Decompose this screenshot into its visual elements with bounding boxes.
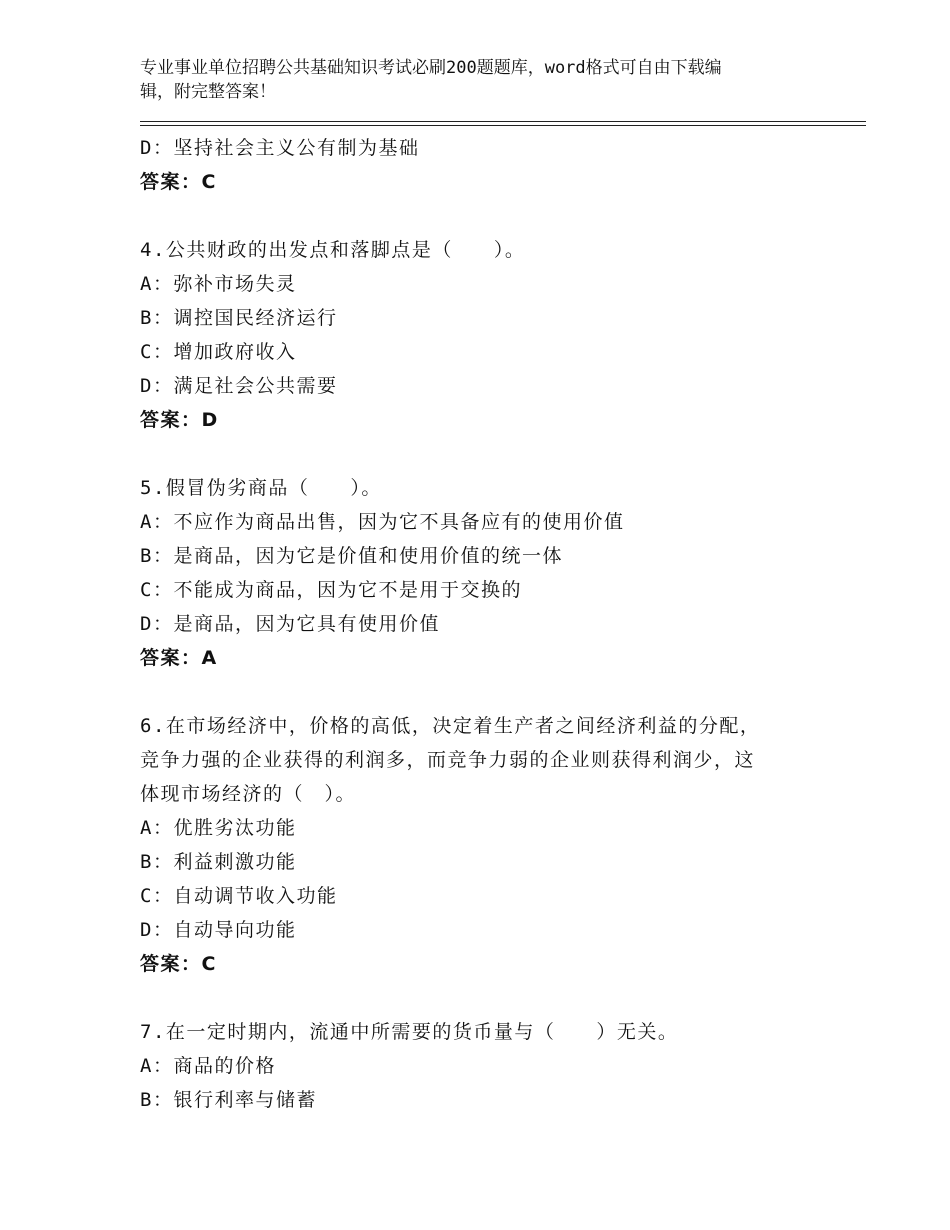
document-header (140, 56, 780, 104)
header-divider-bottom (140, 125, 866, 126)
header-divider-top (140, 121, 866, 122)
spacer (140, 675, 810, 709)
question-text: 5.假冒伪劣商品（ ）。 (140, 477, 382, 499)
question-block-7 (140, 1015, 810, 1117)
spacer (140, 199, 810, 233)
question-text: 4.公共财政的出发点和落脚点是（ ）。 (140, 239, 526, 261)
question-text-line1: 6.在市场经济中，价格的高低，决定着生产者之间经济利益的分配， (140, 715, 761, 737)
header-title-line2: 辑，附完整答案！ (140, 82, 276, 102)
question-block-3 (140, 131, 810, 199)
option-d: D：坚持社会主义公有制为基础 (140, 137, 420, 159)
answer-line: 答案：A (140, 647, 218, 669)
spacer (140, 437, 810, 471)
question-block-5 (140, 471, 810, 675)
option-b: B：银行利率与储蓄 (140, 1089, 317, 1111)
option-a: A：商品的价格 (140, 1055, 276, 1077)
question-block-4 (140, 233, 810, 437)
option-d: D：是商品，因为它具有使用价值 (140, 613, 440, 635)
option-a: A：弥补市场失灵 (140, 273, 297, 295)
question-list (140, 131, 810, 1117)
spacer (140, 981, 810, 1015)
question-text-line3: 体现市场经济的（ ）。 (140, 783, 357, 805)
question-block-6 (140, 709, 810, 981)
option-d: D：自动导向功能 (140, 919, 297, 941)
header-title-line1: 专业事业单位招聘公共基础知识考试必刷200题题库，word格式可自由下载编 (140, 58, 722, 78)
answer-line: 答案：D (140, 409, 219, 431)
option-c: C：自动调节收入功能 (140, 885, 338, 907)
answer-line: 答案：C (140, 171, 217, 193)
option-a: A：优胜劣汰功能 (140, 817, 297, 839)
option-c: C：不能成为商品，因为它不是用于交换的 (140, 579, 522, 601)
option-c: C：增加政府收入 (140, 341, 297, 363)
option-b: B：是商品，因为它是价值和使用价值的统一体 (140, 545, 563, 567)
question-text: 7.在一定时期内，流通中所需要的货币量与（ ）无关。 (140, 1021, 679, 1043)
answer-line: 答案：C (140, 953, 217, 975)
option-b: B：调控国民经济运行 (140, 307, 338, 329)
question-text-line2: 竞争力强的企业获得的利润多，而竞争力弱的企业则获得利润少，这 (140, 749, 756, 771)
option-b: B：利益刺激功能 (140, 851, 297, 873)
option-d: D：满足社会公共需要 (140, 375, 338, 397)
option-a: A：不应作为商品出售，因为它不具备应有的使用价值 (140, 511, 625, 533)
